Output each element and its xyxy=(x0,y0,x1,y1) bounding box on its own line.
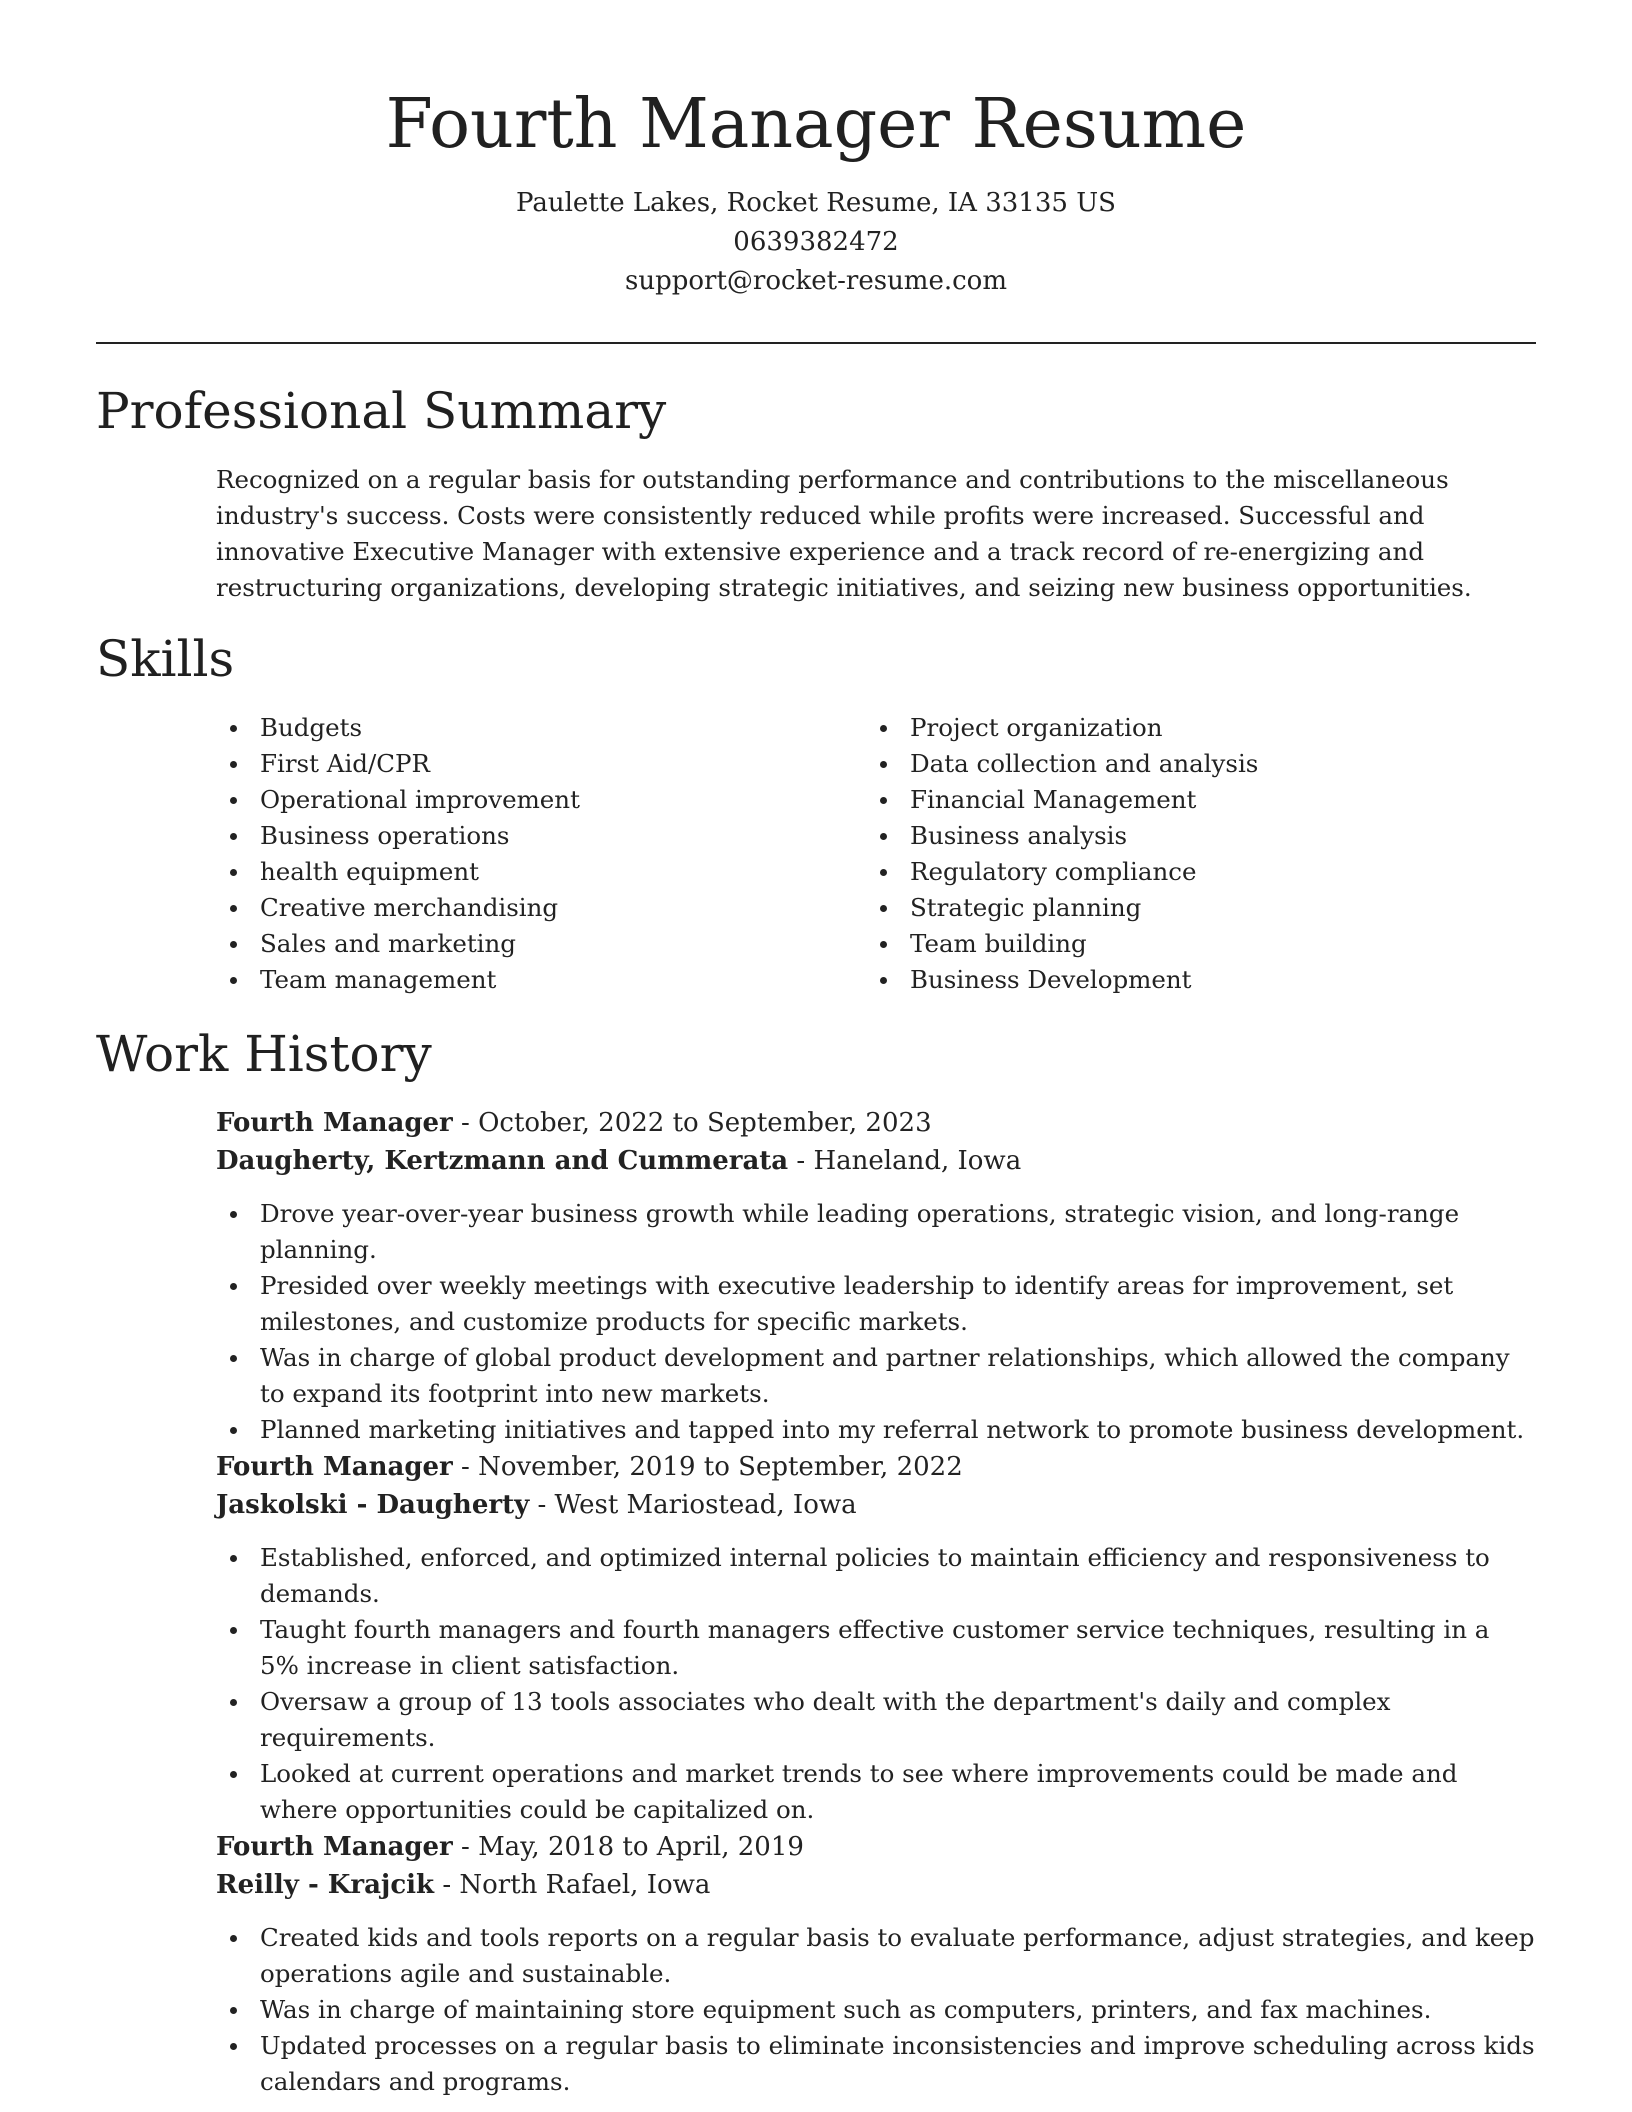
skill-item: Strategic planning xyxy=(866,890,1516,926)
job-title-line xyxy=(216,1104,1536,1142)
skills-list xyxy=(216,710,1536,998)
job-title: Fourth Manager xyxy=(216,1108,453,1138)
skill-item: Creative merchandising xyxy=(216,890,866,926)
job-bullet: Looked at current operations and market trends to see where improvements could be made and where opportunities could be capitalized on. xyxy=(216,1756,1536,1828)
header-divider xyxy=(96,342,1536,344)
skill-item: Team building xyxy=(866,926,1516,962)
job-company: Daugherty, Kertzmann and Cummerata xyxy=(216,1146,789,1176)
skill-item: First Aid/CPR xyxy=(216,746,866,782)
job-dates: - October, 2022 to September, 2023 xyxy=(452,1108,932,1138)
skill-item: Business Development xyxy=(866,962,1516,998)
job-bullet: Was in charge of maintaining store equipment such as computers, printers, and fax machines. xyxy=(216,1992,1536,2028)
job-entry xyxy=(216,1448,1536,1828)
skill-item: health equipment xyxy=(216,854,866,890)
contact-address: Paulette Lakes, Rocket Resume, IA 33135 US xyxy=(516,188,1116,218)
skill-item: Regulatory compliance xyxy=(866,854,1516,890)
skill-item: Financial Management xyxy=(866,782,1516,818)
job-bullet: Oversaw a group of 13 tools associates who dealt with the department's daily and complex requirements. xyxy=(216,1684,1536,1756)
job-bullet: Taught fourth managers and fourth managers effective customer service techniques, resulting in a 5% increase in client satisfaction. xyxy=(216,1612,1536,1684)
contact-email: support@rocket-resume.com xyxy=(624,266,1007,296)
job-bullet: Created kids and tools reports on a regular basis to evaluate performance, adjust strategies, and keep operations agile and sustainable. xyxy=(216,1920,1536,1992)
job-bullet: Was in charge of global product development and partner relationships, which allowed the company to expand its footprint into new markets. xyxy=(216,1340,1536,1412)
job-bullet: Updated processes on a regular basis to eliminate inconsistencies and improve scheduling across kids calendars and programs. xyxy=(216,2028,1536,2100)
skill-item: Data collection and analysis xyxy=(866,746,1516,782)
job-company-line xyxy=(216,1866,1536,1904)
skills-heading: Skills xyxy=(96,630,235,688)
job-location: - North Rafael, Iowa xyxy=(434,1870,711,1900)
job-bullets xyxy=(216,1196,1536,1448)
skills-column-right xyxy=(866,710,1516,998)
skill-item: Operational improvement xyxy=(216,782,866,818)
job-location: - Haneland, Iowa xyxy=(788,1146,1022,1176)
resume-title: Fourth Manager Resume xyxy=(385,85,1247,164)
job-bullet: Established, enforced, and optimized internal policies to maintain efficiency and responsiveness to demands. xyxy=(216,1540,1536,1612)
job-dates: - May, 2018 to April, 2019 xyxy=(452,1832,804,1862)
job-dates: - November, 2019 to September, 2022 xyxy=(452,1452,963,1482)
job-entry xyxy=(216,1104,1536,1448)
skill-item: Budgets xyxy=(216,710,866,746)
job-company: Reilly - Krajcik xyxy=(216,1870,435,1900)
job-bullet: Planned marketing initiatives and tapped into my referral network to promote business development. xyxy=(216,1412,1536,1448)
job-bullet: Drove year-over-year business growth while leading operations, strategic vision, and long-range planning. xyxy=(216,1196,1536,1268)
job-title: Fourth Manager xyxy=(216,1452,453,1482)
job-bullet: Presided over weekly meetings with executive leadership to identify areas for improvement, set milestones, and customize products for specific markets. xyxy=(216,1268,1536,1340)
job-bullets xyxy=(216,1540,1536,1828)
job-title-line xyxy=(216,1448,1536,1486)
contact-info xyxy=(96,184,1536,301)
summary-heading: Professional Summary xyxy=(96,382,667,440)
work-history-heading: Work History xyxy=(96,1025,432,1083)
job-company-line xyxy=(216,1486,1536,1524)
job-company: Jaskolski - Daugherty xyxy=(216,1490,530,1520)
resume-header xyxy=(96,78,1536,301)
contact-phone: 0639382472 xyxy=(733,227,899,257)
job-title: Fourth Manager xyxy=(216,1832,453,1862)
job-bullets xyxy=(216,1920,1536,2100)
job-company-line xyxy=(216,1142,1536,1180)
skill-item: Business operations xyxy=(216,818,866,854)
skills-column-left xyxy=(216,710,866,998)
skill-item: Sales and marketing xyxy=(216,926,866,962)
skill-item: Team management xyxy=(216,962,866,998)
summary-text: Recognized on a regular basis for outstanding performance and contributions to the miscellaneous industry's success. Costs were consistently reduced while profits were increased. Successful and innovative Executive Manager with extensive experience and a track record of re-energizing and restructuring organizations, developing strategic initiatives, and seizing new business opportunities. xyxy=(216,465,1472,602)
skill-item: Business analysis xyxy=(866,818,1516,854)
job-location: - West Mariostead, Iowa xyxy=(529,1490,857,1520)
skill-item: Project organization xyxy=(866,710,1516,746)
job-title-line xyxy=(216,1828,1536,1866)
job-entry xyxy=(216,1828,1536,2100)
